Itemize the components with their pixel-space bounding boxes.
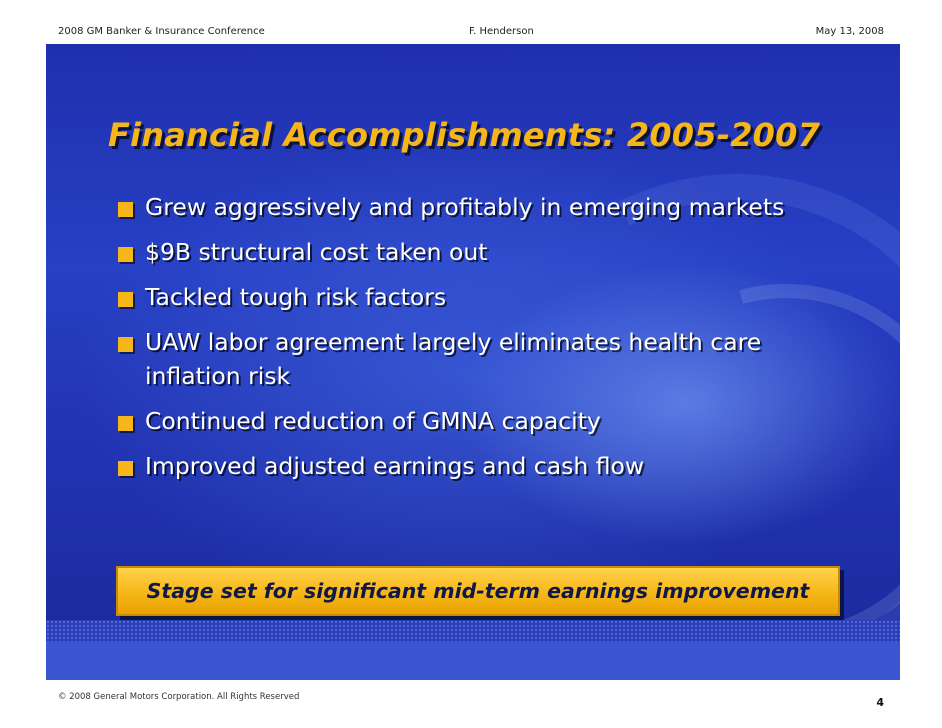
slide-title: Financial Accomplishments: 2005-2007 bbox=[108, 116, 821, 154]
callout-text: Stage set for significant mid-term earnings improvement bbox=[146, 579, 810, 603]
gold-square-bullet-icon bbox=[118, 461, 133, 476]
gold-square-bullet-icon bbox=[118, 202, 133, 217]
bullet-item bbox=[118, 190, 898, 224]
bullet-item bbox=[118, 449, 898, 483]
presentation-date: May 13, 2008 bbox=[815, 26, 884, 37]
dotted-band bbox=[46, 620, 900, 642]
bullet-text: $9B structural cost taken out bbox=[145, 238, 488, 266]
gold-square-bullet-icon bbox=[118, 247, 133, 262]
copyright-notice: © 2008 General Motors Corporation. All Rights Reserved bbox=[58, 692, 300, 702]
bullet-text: Improved adjusted earnings and cash flow bbox=[145, 452, 645, 480]
bottom-strip bbox=[46, 642, 900, 680]
bullet-item bbox=[118, 280, 898, 314]
gold-square-bullet-icon bbox=[118, 292, 133, 307]
bullet-item bbox=[118, 404, 898, 438]
bullet-text: Grew aggressively and profitably in emerging markets bbox=[145, 193, 785, 221]
page-number: 4 bbox=[876, 696, 884, 709]
presenter-name: F. Henderson bbox=[469, 26, 534, 37]
slide-canvas bbox=[46, 44, 900, 680]
bullet-text: UAW labor agreement largely eliminates health care inflation risk bbox=[145, 328, 762, 390]
bullet-list bbox=[118, 190, 898, 494]
gold-square-bullet-icon bbox=[118, 416, 133, 431]
gold-square-bullet-icon bbox=[118, 337, 133, 352]
bullet-text: Tackled tough risk factors bbox=[145, 283, 447, 311]
page-footer bbox=[0, 680, 942, 728]
callout-box bbox=[116, 566, 840, 616]
bullet-item bbox=[118, 325, 838, 393]
conference-name: 2008 GM Banker & Insurance Conference bbox=[58, 26, 265, 37]
bullet-item bbox=[118, 235, 898, 269]
bullet-text: Continued reduction of GMNA capacity bbox=[145, 407, 601, 435]
page-header bbox=[0, 0, 942, 44]
